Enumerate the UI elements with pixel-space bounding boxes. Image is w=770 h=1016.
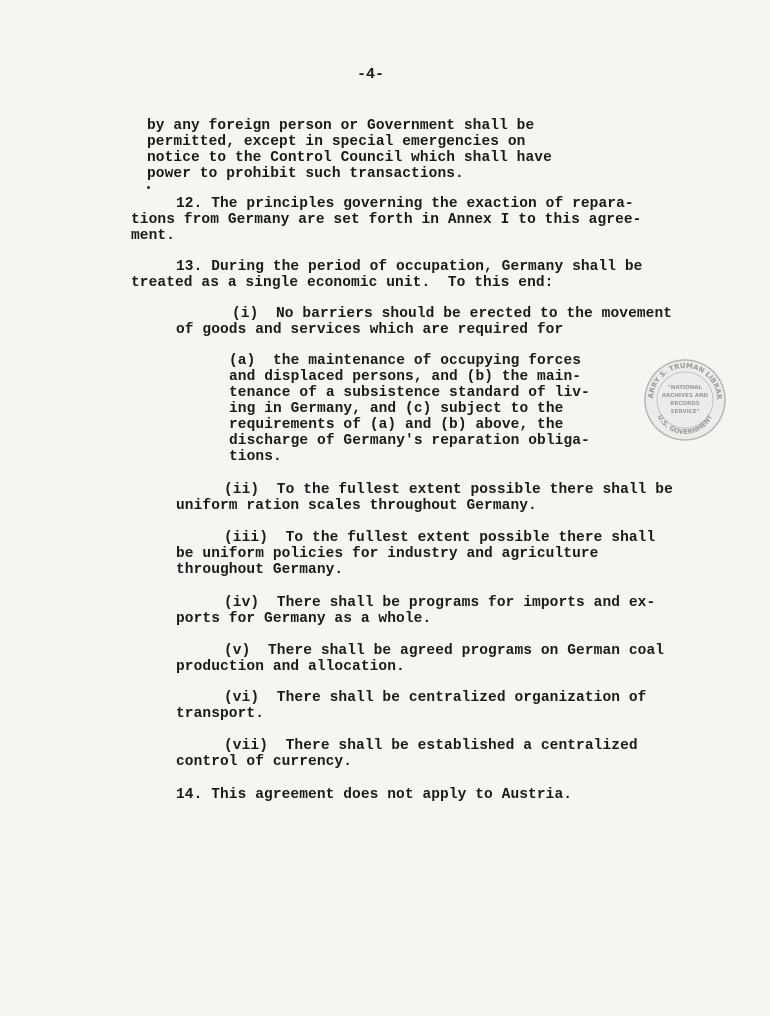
stamp-line: "NATIONAL — [667, 385, 703, 391]
text-line: ing in Germany, and (c) subject to the — [229, 401, 564, 417]
text-line: (iii) To the fullest extent possible there shall — [224, 530, 656, 546]
text-line: (ii) To the fullest extent possible there shall be — [224, 482, 673, 498]
text-line: tions. — [229, 449, 282, 465]
stamp-bottom-text: U.S. GOVERNMENT — [655, 413, 715, 437]
text-line: permitted, except in special emergencies on — [147, 134, 526, 150]
text-line: 12. The principles governing the exaction of repara- — [176, 196, 634, 212]
stamp-line: RECORDS — [670, 401, 700, 407]
page-number: -4- — [357, 66, 385, 83]
text-line: power to prohibit such transactions. — [147, 166, 464, 182]
text-line: production and allocation. — [176, 659, 405, 675]
text-line: notice to the Control Council which shall have — [147, 150, 552, 166]
text-line: be uniform policies for industry and agriculture — [176, 546, 599, 562]
text-line: (iv) There shall be programs for imports and ex- — [224, 595, 656, 611]
ink-blot — [147, 186, 150, 189]
text-line: of goods and services which are required for — [176, 322, 564, 338]
archive-stamp — [643, 358, 727, 442]
text-line: ment. — [131, 228, 176, 244]
stamp-line: SERVICE" — [670, 409, 700, 415]
text-line: control of currency. — [176, 754, 353, 770]
text-line: treated as a single economic unit. To this end: — [131, 275, 554, 291]
text-line: requirements of (a) and (b) above, the — [229, 417, 564, 433]
text-line: tions from Germany are set forth in Annex I to this agree- — [131, 212, 642, 228]
text-line: 13. During the period of occupation, Germany shall be — [176, 259, 643, 275]
text-line: ports for Germany as a whole. — [176, 611, 432, 627]
stamp-top-text: ARRY S. TRUMAN LIBRAR — [646, 361, 724, 400]
text-line: uniform ration scales throughout Germany. — [176, 498, 537, 514]
text-line: (a) the maintenance of occupying forces — [229, 353, 582, 369]
text-line: (vi) There shall be centralized organization of — [224, 690, 647, 706]
text-line: (vii) There shall be established a centralized — [224, 738, 638, 754]
text-line: by any foreign person or Government shall be — [147, 118, 535, 134]
text-line: (i) No barriers should be erected to the movement — [232, 306, 673, 322]
text-line: 14. This agreement does not apply to Austria. — [176, 787, 573, 803]
text-line: transport. — [176, 706, 265, 722]
text-line: and displaced persons, and (b) the main- — [229, 369, 582, 385]
text-line: (v) There shall be agreed programs on German coal — [224, 643, 665, 659]
text-line: throughout Germany. — [176, 562, 344, 578]
text-line: discharge of Germany's reparation obliga- — [229, 433, 590, 449]
text-line: tenance of a subsistence standard of liv- — [229, 385, 590, 401]
stamp-line: ARCHIVES AND — [661, 393, 709, 399]
